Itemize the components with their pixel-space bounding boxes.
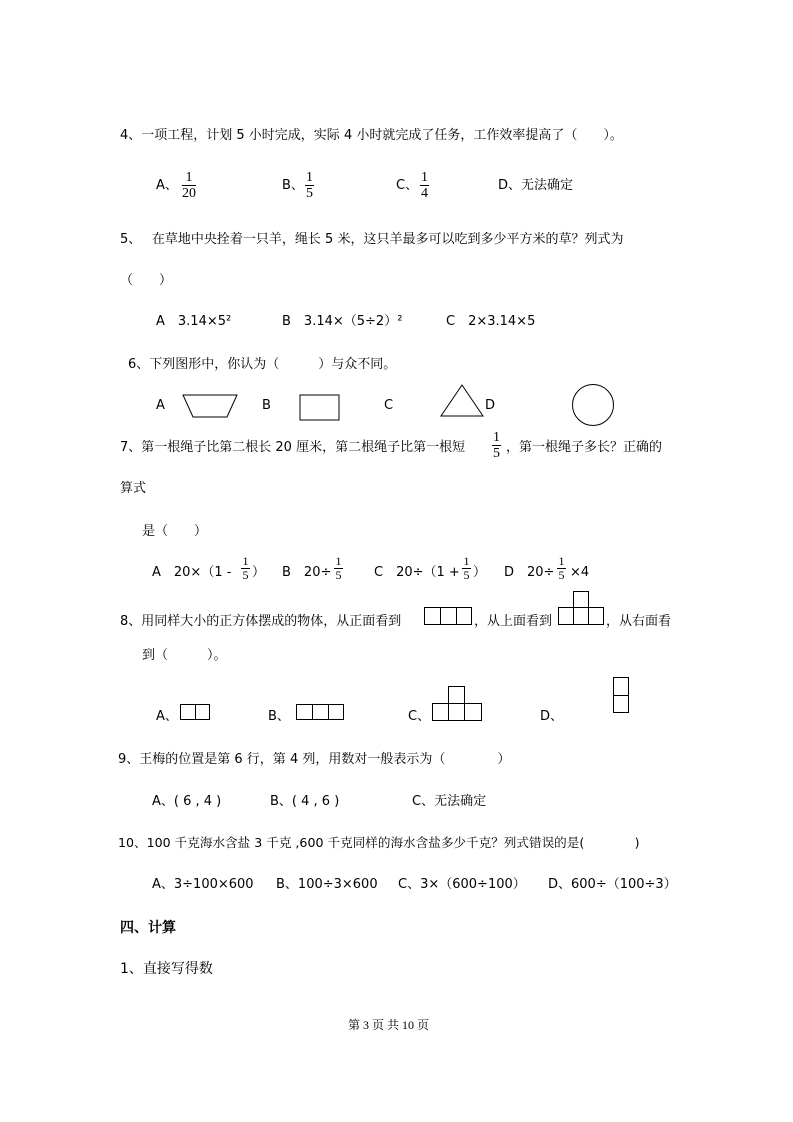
- cube-cell: [448, 703, 465, 721]
- q7-option-d: D 20÷: [504, 565, 555, 580]
- q4-option-c-label: C、: [396, 178, 419, 193]
- cube-cell: [588, 607, 604, 625]
- q8-option-d: D、: [540, 709, 564, 724]
- front-view-figure: [424, 607, 472, 625]
- q4-option-c-fraction: [420, 170, 429, 201]
- q7-stem-fraction: [492, 430, 501, 461]
- q5-option-a: A 3.14×5²: [156, 314, 232, 329]
- cube-cell: [180, 704, 196, 720]
- cube-cell: [573, 591, 589, 608]
- cube-cell: [440, 607, 457, 625]
- q7-option-c: C 20÷（1 +: [374, 565, 460, 580]
- q4-option-b-fraction: [305, 170, 314, 201]
- q5-option-b: B 3.14×（5÷2）²: [282, 314, 403, 329]
- q6-stem: 6、下列图形中，你认为（ ）与众不同。: [128, 357, 397, 372]
- q7-option-b-fraction: [334, 555, 343, 582]
- q4-option-d: D、无法确定: [498, 178, 574, 193]
- rectangle-shape: [299, 394, 341, 422]
- denominator: 5: [335, 568, 342, 582]
- option-a-figure: [180, 704, 210, 720]
- q9-option-a: A、( 6 , 4 ): [152, 794, 222, 809]
- cube-cell: [312, 704, 329, 720]
- option-d-figure: [613, 677, 629, 713]
- option-b-figure: [296, 704, 344, 720]
- q9-option-b: B、( 4 , 6 ): [270, 794, 340, 809]
- denominator: 5: [463, 568, 470, 582]
- numerator: 1: [335, 554, 342, 568]
- q6-option-a: A: [156, 398, 165, 413]
- q10-option-d: D、600÷（100÷3）: [548, 877, 677, 892]
- q8-stem-right-view: ，从右面看: [606, 614, 672, 629]
- numerator: 1: [306, 170, 313, 185]
- q7-stem-continued: ，第一根绳子多长？正确的: [506, 440, 663, 455]
- cube-cell: [424, 607, 441, 625]
- q7-option-a: A 20×（1 -: [152, 565, 232, 580]
- q8-stem: 8、用同样大小的正方体摆成的物体，从正面看到: [120, 614, 402, 629]
- numerator: 1: [463, 554, 470, 568]
- section-heading: 四、计算: [120, 920, 176, 936]
- q8-option-a: A、: [156, 709, 178, 724]
- q7-option-d-fraction: [557, 555, 566, 582]
- numerator: 1: [242, 554, 249, 568]
- q8-stem-line2: 到（ ）。: [142, 648, 227, 663]
- q7-stem-line2: 算式: [120, 481, 147, 496]
- cube-cell: [296, 704, 313, 720]
- q9-option-c: C、无法确定: [412, 794, 487, 809]
- q9-stem: 9、王梅的位置是第 6 行，第 4 列，用数对一般表示为（ ）: [118, 752, 511, 767]
- q6-option-d: D: [485, 398, 496, 413]
- q5-blank: （ ）: [120, 273, 173, 288]
- q8-option-c: C、: [408, 709, 431, 724]
- q10-option-c: C、3×（600÷100）: [398, 877, 526, 892]
- q10-option-b: B、100÷3×600: [276, 877, 378, 892]
- q10-stem: 10、100 千克海水含盐 3 千克 ,600 千克同样的海水含盐多少千克？列式错误的是( ): [118, 835, 640, 850]
- cube-cell: [464, 703, 482, 721]
- trapezoid-shape: [182, 394, 238, 418]
- top-view-figure: [558, 591, 604, 625]
- section-item-1: 1、直接写得数: [120, 961, 213, 977]
- q7-option-b: B 20÷: [282, 565, 332, 580]
- cube-cell: [558, 607, 574, 625]
- cube-cell: [195, 704, 210, 720]
- q8-option-b: B、: [268, 709, 290, 724]
- cube-cell: [573, 607, 589, 625]
- q7-stem-line3: 是（ ）: [142, 524, 208, 539]
- q5-stem: 5、 在草地中央拴着一只羊，绳长 5 米，这只羊最多可以吃到多少平方米的草？列式为: [120, 232, 624, 247]
- q4-option-a-fraction: [182, 170, 196, 201]
- q8-stem-top-view: ，从上面看到: [474, 614, 553, 629]
- denominator: 5: [242, 568, 249, 582]
- numerator: 1: [558, 554, 565, 568]
- triangle-shape: [440, 384, 484, 418]
- cube-cell: [432, 703, 449, 721]
- denominator: 5: [306, 186, 313, 201]
- q7-option-c-fraction: [462, 555, 471, 582]
- q7-option-c-close: ）: [473, 565, 487, 580]
- cube-cell: [328, 704, 344, 720]
- denominator: 5: [493, 446, 500, 461]
- cube-cell: [448, 686, 465, 704]
- denominator: 20: [182, 186, 196, 201]
- cube-cell: [613, 677, 629, 696]
- q7-stem: 7、第一根绳子比第二根长 20 厘米，第二根绳子比第一根短: [120, 440, 466, 455]
- q10-option-a: A、3÷100×600: [152, 877, 254, 892]
- numerator: 1: [421, 170, 428, 185]
- q6-option-c: C: [384, 398, 394, 413]
- q4-option-a-label: A、: [156, 178, 178, 193]
- numerator: 1: [185, 170, 193, 185]
- option-c-figure: [432, 686, 482, 721]
- page-footer: 第 3 页 共 10 页: [348, 1018, 430, 1032]
- cube-cell: [456, 607, 472, 625]
- denominator: 5: [558, 568, 565, 582]
- q6-option-b: B: [262, 398, 271, 413]
- q4-option-b-label: B、: [282, 178, 304, 193]
- q5-option-c: C 2×3.14×5: [446, 314, 536, 329]
- q7-option-a-fraction: [241, 555, 250, 582]
- q4-stem: 4、一项工程，计划 5 小时完成，实际 4 小时就完成了任务，工作效率提高了（ ）。: [120, 128, 623, 143]
- numerator: 1: [493, 430, 500, 445]
- q7-option-d-tail: ×4: [570, 565, 590, 580]
- circle-shape: [571, 383, 615, 427]
- cube-cell: [613, 695, 629, 713]
- denominator: 4: [421, 186, 428, 201]
- q7-option-a-close: ）: [252, 565, 266, 580]
